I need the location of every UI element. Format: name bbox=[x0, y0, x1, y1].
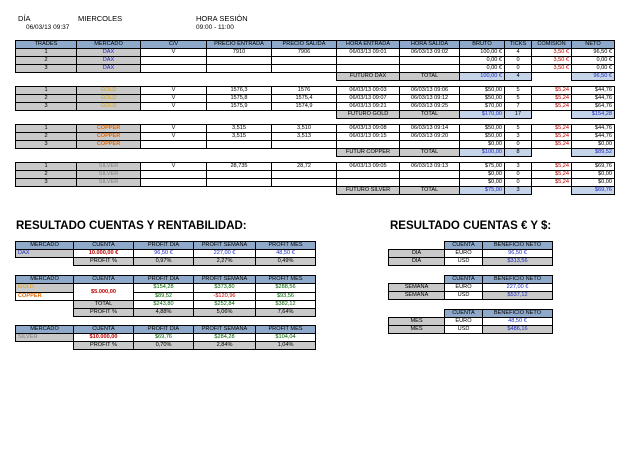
dax-trade-row bbox=[16, 65, 615, 73]
res-gc-col-cuenta: CUENTA bbox=[74, 276, 134, 284]
copper-neto-cell: $44,76 bbox=[572, 125, 615, 133]
dax-trade-number-cell: 1 bbox=[16, 49, 77, 57]
dax-ticks-cell: 0 bbox=[505, 65, 532, 73]
col-neto: NETO bbox=[572, 41, 615, 49]
gold-comision-cell: $5,24 bbox=[532, 87, 572, 95]
silver-precio-entrada-cell bbox=[207, 171, 272, 179]
res-dax-cuenta: 10.000,00 € bbox=[74, 250, 134, 258]
gold-total-row bbox=[16, 111, 615, 119]
res-gold-mercado: GOLD bbox=[16, 284, 74, 293]
col-bruto: BRUTO bbox=[460, 41, 505, 49]
copper-bruto-cell: $0,00 bbox=[460, 141, 505, 149]
gold-ticks-cell: 7 bbox=[505, 103, 532, 111]
gold-hora-salida-cell: 06/03/13 09:06 bbox=[400, 87, 460, 95]
res-gc-pct-label: PROFIT % bbox=[74, 309, 134, 317]
copper-total-row bbox=[16, 149, 615, 157]
copper-hora-entrada-cell bbox=[337, 141, 400, 149]
dax-ticks-cell: 4 bbox=[505, 49, 532, 57]
col-hora-salida: HORA SALIDA bbox=[400, 41, 460, 49]
copper-trade-row bbox=[16, 141, 615, 149]
session-value: 09:00 - 11:00 bbox=[196, 24, 234, 31]
silver-precio-salida-cell bbox=[272, 171, 337, 179]
gold-bruto-cell: $50,00 bbox=[460, 87, 505, 95]
res-silver-pct-label: PROFIT % bbox=[74, 342, 134, 350]
gold-total-label: FUTURO GOLD bbox=[337, 111, 400, 119]
fx-m-col-neto: BENEFICIO NETO bbox=[483, 310, 553, 318]
silver-total-word: TOTAL bbox=[400, 187, 460, 195]
gold-cv-cell: V bbox=[141, 103, 207, 111]
gold-total-word: TOTAL bbox=[400, 111, 460, 119]
res-copper-mes: $93,56 bbox=[256, 292, 316, 301]
gold-precio-entrada-cell: 1575,8 bbox=[207, 95, 272, 103]
gold-precio-entrada-cell: 1575,9 bbox=[207, 103, 272, 111]
dax-total-label: FUTURO DAX bbox=[337, 73, 400, 81]
res-dax-semana: 227,00 € bbox=[194, 250, 256, 258]
silver-comision-cell: $5,24 bbox=[532, 163, 572, 171]
res-silver-pct-semana: 2,84% bbox=[194, 342, 256, 350]
res-s-col-mercado: MERCADO bbox=[16, 326, 74, 334]
res-gc-col-semana: PROFIT SEMANA bbox=[194, 276, 256, 284]
gold-precio-salida-cell: 1574,9 bbox=[272, 103, 337, 111]
gold-cv-cell: V bbox=[141, 87, 207, 95]
dax-cv-cell bbox=[141, 65, 207, 73]
copper-cv-cell: V bbox=[141, 133, 207, 141]
silver-trade-number-cell: 2 bbox=[16, 171, 77, 179]
copper-total-word: TOTAL bbox=[400, 149, 460, 157]
res-dax-pct-mes: 0,49% bbox=[256, 258, 316, 266]
fx-dia-period-2: DÍA bbox=[389, 258, 445, 266]
dax-trade-number-cell: 2 bbox=[16, 57, 77, 65]
col-precio-entrada: PRECIO ENTRADA bbox=[207, 41, 272, 49]
results-fx-title: RESULTADO CUENTAS € Y $: bbox=[390, 220, 552, 232]
results-silver-table bbox=[15, 325, 316, 350]
copper-cv-cell bbox=[141, 141, 207, 149]
res-col-cuenta: CUENTA bbox=[74, 242, 134, 250]
copper-precio-entrada-cell bbox=[207, 141, 272, 149]
gold-trade-number-cell: 1 bbox=[16, 87, 77, 95]
fx-mes-neto-2: $486,16 bbox=[483, 326, 553, 334]
silver-bruto-cell: $0,00 bbox=[460, 179, 505, 187]
silver-trade-number-cell: 1 bbox=[16, 163, 77, 171]
res-dax-pct-label: PROFIT % bbox=[74, 258, 134, 266]
res-silver-semana: $284,28 bbox=[194, 334, 256, 342]
dax-comision-cell: 3,50 € bbox=[532, 65, 572, 73]
res-gc-col-mercado: MERCADO bbox=[16, 276, 74, 284]
res-silver-pct-mes: 1,04% bbox=[256, 342, 316, 350]
silver-trade-number-cell: 3 bbox=[16, 179, 77, 187]
dax-bruto-cell: 0,00 € bbox=[460, 57, 505, 65]
silver-total-ticks: 3 bbox=[505, 187, 532, 195]
silver-trade-row bbox=[16, 171, 615, 179]
dax-mercado-cell: DAX bbox=[77, 57, 141, 65]
copper-mercado-cell: COPPER bbox=[77, 133, 141, 141]
gold-total-bruto: $170,00 bbox=[460, 111, 505, 119]
copper-ticks-cell: 5 bbox=[505, 125, 532, 133]
results-gc-table bbox=[15, 275, 316, 317]
copper-comision-cell: $5,24 bbox=[532, 133, 572, 141]
copper-bruto-cell: $50,00 bbox=[460, 125, 505, 133]
dax-comision-cell: 3,50 € bbox=[532, 57, 572, 65]
dax-precio-entrada-cell: 7910 bbox=[207, 49, 272, 57]
res-dax-dia: 96,50 € bbox=[134, 250, 194, 258]
fx-m-col-cuenta: CUENTA bbox=[445, 310, 483, 318]
dax-total-row bbox=[16, 73, 615, 81]
fx-semana-period-2: SEMANA bbox=[389, 292, 445, 300]
dax-cv-cell: V bbox=[141, 49, 207, 57]
fx-dia-period-1: DÍA bbox=[389, 250, 445, 258]
fx-s-col-neto: BENEFICIO NETO bbox=[483, 276, 553, 284]
res-dax-mes: 48,50 € bbox=[256, 250, 316, 258]
res-silver-mercado: SILVER bbox=[16, 334, 74, 342]
copper-hora-salida-cell: 06/03/13 09:14 bbox=[400, 125, 460, 133]
silver-hora-salida-cell bbox=[400, 171, 460, 179]
fx-semana-neto-2: $537,12 bbox=[483, 292, 553, 300]
copper-neto-cell: $44,76 bbox=[572, 133, 615, 141]
copper-total-ticks: 8 bbox=[505, 149, 532, 157]
copper-total-bruto: $100,00 bbox=[460, 149, 505, 157]
dax-precio-entrada-cell bbox=[207, 65, 272, 73]
gold-neto-cell: $44,76 bbox=[572, 95, 615, 103]
res-gc-total-label: TOTAL bbox=[74, 301, 134, 309]
dax-ticks-cell: 0 bbox=[505, 57, 532, 65]
copper-trade-row bbox=[16, 133, 615, 141]
gold-trade-row bbox=[16, 95, 615, 103]
dax-neto-cell: 0,00 € bbox=[572, 57, 615, 65]
silver-mercado-cell: SILVER bbox=[77, 171, 141, 179]
fx-mes-cuenta-1: EURO bbox=[445, 318, 483, 326]
copper-trade-number-cell: 1 bbox=[16, 125, 77, 133]
copper-trade-row bbox=[16, 125, 615, 133]
res-copper-mercado: COPPER bbox=[16, 292, 74, 301]
res-col-dia: PROFIT DÍA bbox=[134, 242, 194, 250]
res-gold-dia: $154,28 bbox=[134, 284, 194, 293]
col-trades: TRADES bbox=[16, 41, 77, 49]
col-comision: COMISIÓN bbox=[532, 41, 572, 49]
copper-total-neto: $89,52 bbox=[572, 149, 615, 157]
fx-dia-neto-2: $313,56 bbox=[483, 258, 553, 266]
gold-neto-cell: $44,76 bbox=[572, 87, 615, 95]
gold-comision-cell: $5,24 bbox=[532, 103, 572, 111]
fx-dia-cuenta-1: EURO bbox=[445, 250, 483, 258]
silver-ticks-cell: 0 bbox=[505, 179, 532, 187]
gold-trade-number-cell: 2 bbox=[16, 95, 77, 103]
dax-bruto-cell: 100,00 € bbox=[460, 49, 505, 57]
gold-total-ticks: 17 bbox=[505, 111, 532, 119]
copper-ticks-cell: 0 bbox=[505, 141, 532, 149]
gold-hora-salida-cell: 06/03/13 09:25 bbox=[400, 103, 460, 111]
results-dax-table bbox=[15, 241, 316, 266]
gold-precio-salida-cell: 1575,4 bbox=[272, 95, 337, 103]
silver-comision-cell: $5,24 bbox=[532, 179, 572, 187]
gold-hora-entrada-cell: 06/03/13 09:07 bbox=[337, 95, 400, 103]
res-gc-total-dia: $243,80 bbox=[134, 301, 194, 309]
col-precio-salida: PRECIO SALIDA bbox=[272, 41, 337, 49]
col-hora-entrada: HORA ENTRADA bbox=[337, 41, 400, 49]
res-silver-cuenta: $10.000,00 bbox=[74, 334, 134, 342]
fx-dia-table bbox=[388, 241, 553, 266]
dax-bruto-cell: 0,00 € bbox=[460, 65, 505, 73]
res-gold-semana: $373,80 bbox=[194, 284, 256, 293]
res-copper-dia: $89,52 bbox=[134, 292, 194, 301]
gold-trade-row bbox=[16, 103, 615, 111]
copper-neto-cell: $0,00 bbox=[572, 141, 615, 149]
copper-hora-entrada-cell: 06/03/13 09:15 bbox=[337, 133, 400, 141]
copper-total-label: FUTUR COPPER bbox=[337, 149, 400, 157]
copper-trade-number-cell: 2 bbox=[16, 133, 77, 141]
silver-ticks-cell: 3 bbox=[505, 163, 532, 171]
res-s-col-mes: PROFIT MES bbox=[256, 326, 316, 334]
fx-col-neto: BENEFICIO NETO bbox=[483, 242, 553, 250]
fx-semana-period-1: SEMANA bbox=[389, 284, 445, 292]
gold-ticks-cell: 5 bbox=[505, 87, 532, 95]
dax-total-word: TOTAL bbox=[400, 73, 460, 81]
results-title: RESULTADO CUENTAS Y RENTABILIDAD: bbox=[16, 220, 247, 232]
res-gc-pct-semana: 5,06% bbox=[194, 309, 256, 317]
session-label: HORA SESIÓN bbox=[196, 14, 248, 23]
silver-precio-entrada-cell: 28,735 bbox=[207, 163, 272, 171]
copper-precio-salida-cell: 3,510 bbox=[272, 125, 337, 133]
copper-precio-salida-cell: 3,513 bbox=[272, 133, 337, 141]
silver-neto-cell: $0,00 bbox=[572, 171, 615, 179]
dax-precio-salida-cell bbox=[272, 65, 337, 73]
dax-trade-row bbox=[16, 57, 615, 65]
dax-comision-cell: 3,50 € bbox=[532, 49, 572, 57]
dax-precio-entrada-cell bbox=[207, 57, 272, 65]
gold-total-neto: $154,28 bbox=[572, 111, 615, 119]
copper-hora-entrada-cell: 06/03/13 09:08 bbox=[337, 125, 400, 133]
res-silver-pct-dia: 0,70% bbox=[134, 342, 194, 350]
dax-mercado-cell: DAX bbox=[77, 65, 141, 73]
gold-hora-salida-cell: 06/03/13 09:12 bbox=[400, 95, 460, 103]
res-gc-total-mes: $382,12 bbox=[256, 301, 316, 309]
fx-s-col-cuenta: CUENTA bbox=[445, 276, 483, 284]
res-gc-cuenta: $5.000,00 bbox=[74, 284, 134, 301]
copper-mercado-cell: COPPER bbox=[77, 141, 141, 149]
silver-cv-cell: V bbox=[141, 163, 207, 171]
copper-precio-entrada-cell: 3,515 bbox=[207, 133, 272, 141]
silver-ticks-cell: 0 bbox=[505, 171, 532, 179]
silver-hora-entrada-cell: 06/03/13 09:05 bbox=[337, 163, 400, 171]
silver-hora-salida-cell bbox=[400, 179, 460, 187]
dax-trade-row bbox=[16, 49, 615, 57]
res-gold-mes: $288,56 bbox=[256, 284, 316, 293]
res-s-col-semana: PROFIT SEMANA bbox=[194, 326, 256, 334]
dax-neto-cell: 0,00 € bbox=[572, 65, 615, 73]
gold-hora-entrada-cell: 06/03/13 09:21 bbox=[337, 103, 400, 111]
fx-mes-neto-1: 48,50 € bbox=[483, 318, 553, 326]
res-silver-mes: $104,04 bbox=[256, 334, 316, 342]
res-gc-pct-mes: 7,64% bbox=[256, 309, 316, 317]
dax-hora-salida-cell bbox=[400, 65, 460, 73]
col-cv: C/V bbox=[141, 41, 207, 49]
fx-mes-period-2: MES bbox=[389, 326, 445, 334]
gold-neto-cell: $64,76 bbox=[572, 103, 615, 111]
res-gc-col-dia: PROFIT DÍA bbox=[134, 276, 194, 284]
dia-label: DÍA bbox=[18, 14, 31, 23]
silver-precio-salida-cell bbox=[272, 179, 337, 187]
copper-comision-cell: $5,24 bbox=[532, 141, 572, 149]
dax-hora-entrada-cell bbox=[337, 65, 400, 73]
gold-cv-cell: V bbox=[141, 95, 207, 103]
copper-hora-salida-cell: 06/03/13 09:20 bbox=[400, 133, 460, 141]
fx-semana-table bbox=[388, 275, 553, 300]
res-copper-semana: -$120,96 bbox=[194, 292, 256, 301]
gold-bruto-cell: $50,00 bbox=[460, 95, 505, 103]
fx-dia-cuenta-2: USD bbox=[445, 258, 483, 266]
silver-total-bruto: $75,00 bbox=[460, 187, 505, 195]
copper-cv-cell: V bbox=[141, 125, 207, 133]
copper-hora-salida-cell bbox=[400, 141, 460, 149]
silver-mercado-cell: SILVER bbox=[77, 179, 141, 187]
res-s-col-cuenta: CUENTA bbox=[74, 326, 134, 334]
silver-hora-salida-cell: 06/03/13 09:13 bbox=[400, 163, 460, 171]
silver-neto-cell: $69,76 bbox=[572, 163, 615, 171]
trades-table bbox=[15, 40, 615, 195]
res-gc-total-semana: $252,84 bbox=[194, 301, 256, 309]
gold-mercado-cell: GOLD bbox=[77, 95, 141, 103]
fx-mes-cuenta-2: USD bbox=[445, 326, 483, 334]
dax-precio-salida-cell: 7906 bbox=[272, 49, 337, 57]
fx-mes-table bbox=[388, 309, 553, 334]
gold-precio-salida-cell: 1576 bbox=[272, 87, 337, 95]
res-dax-pct-dia: 0,97% bbox=[134, 258, 194, 266]
copper-precio-salida-cell bbox=[272, 141, 337, 149]
gold-hora-entrada-cell: 06/03/13 09:03 bbox=[337, 87, 400, 95]
fx-col-cuenta: CUENTA bbox=[445, 242, 483, 250]
copper-mercado-cell: COPPER bbox=[77, 125, 141, 133]
dax-cv-cell bbox=[141, 57, 207, 65]
dax-hora-entrada-cell bbox=[337, 57, 400, 65]
dax-total-bruto: 100,00 € bbox=[460, 73, 505, 81]
silver-precio-entrada-cell bbox=[207, 179, 272, 187]
silver-trade-row bbox=[16, 163, 615, 171]
weekday: MIERCOLES bbox=[78, 14, 123, 23]
silver-hora-entrada-cell bbox=[337, 171, 400, 179]
dax-neto-cell: 96,50 € bbox=[572, 49, 615, 57]
col-ticks: TICKS bbox=[505, 41, 532, 49]
gold-comision-cell: $5,24 bbox=[532, 95, 572, 103]
dax-total-ticks: 4 bbox=[505, 73, 532, 81]
silver-cv-cell bbox=[141, 171, 207, 179]
silver-total-neto: $69,76 bbox=[572, 187, 615, 195]
dax-hora-salida-cell bbox=[400, 57, 460, 65]
trades-header-row bbox=[16, 41, 615, 49]
gold-ticks-cell: 5 bbox=[505, 95, 532, 103]
silver-neto-cell: $0,00 bbox=[572, 179, 615, 187]
res-gc-col-mes: PROFIT MES bbox=[256, 276, 316, 284]
silver-hora-entrada-cell bbox=[337, 179, 400, 187]
dax-hora-entrada-cell: 06/03/13 09:01 bbox=[337, 49, 400, 57]
gold-bruto-cell: $70,00 bbox=[460, 103, 505, 111]
copper-precio-entrada-cell: 3,515 bbox=[207, 125, 272, 133]
res-s-col-dia: PROFIT DÍA bbox=[134, 326, 194, 334]
silver-total-label: FUTURO SILVER bbox=[337, 187, 400, 195]
fx-dia-neto-1: 96,50 € bbox=[483, 250, 553, 258]
silver-cv-cell bbox=[141, 179, 207, 187]
dax-precio-salida-cell bbox=[272, 57, 337, 65]
dax-mercado-cell: DAX bbox=[77, 49, 141, 57]
res-silver-dia: $69,76 bbox=[134, 334, 194, 342]
copper-comision-cell: $5,24 bbox=[532, 125, 572, 133]
res-dax-mercado: DAX bbox=[16, 250, 74, 258]
res-col-mes: PROFIT MES bbox=[256, 242, 316, 250]
gold-mercado-cell: GOLD bbox=[77, 103, 141, 111]
copper-ticks-cell: 3 bbox=[505, 133, 532, 141]
fx-semana-cuenta-1: EURO bbox=[445, 284, 483, 292]
res-col-semana: PROFIT SEMANA bbox=[194, 242, 256, 250]
fx-semana-neto-1: 227,00 € bbox=[483, 284, 553, 292]
col-mercado: MERCADO bbox=[77, 41, 141, 49]
fx-semana-cuenta-2: USD bbox=[445, 292, 483, 300]
dia-value: 06/03/13 09:37 bbox=[26, 24, 70, 31]
silver-bruto-cell: $75,00 bbox=[460, 163, 505, 171]
fx-mes-period-1: MES bbox=[389, 318, 445, 326]
dax-total-neto: 96,50 € bbox=[572, 73, 615, 81]
res-col-mercado: MERCADO bbox=[16, 242, 74, 250]
silver-total-row bbox=[16, 187, 615, 195]
silver-comision-cell: $5,24 bbox=[532, 171, 572, 179]
silver-bruto-cell: $0,00 bbox=[460, 171, 505, 179]
gold-mercado-cell: GOLD bbox=[77, 87, 141, 95]
silver-precio-salida-cell: 28,72 bbox=[272, 163, 337, 171]
gold-precio-entrada-cell: 1576,3 bbox=[207, 87, 272, 95]
dax-hora-salida-cell: 06/03/13 09:02 bbox=[400, 49, 460, 57]
gold-trade-row bbox=[16, 87, 615, 95]
silver-mercado-cell: SILVER bbox=[77, 163, 141, 171]
silver-trade-row bbox=[16, 179, 615, 187]
gold-trade-number-cell: 3 bbox=[16, 103, 77, 111]
res-dax-pct-semana: 2,27% bbox=[194, 258, 256, 266]
dax-trade-number-cell: 3 bbox=[16, 65, 77, 73]
res-gc-pct-dia: 4,88% bbox=[134, 309, 194, 317]
copper-trade-number-cell: 3 bbox=[16, 141, 77, 149]
copper-bruto-cell: $50,00 bbox=[460, 133, 505, 141]
